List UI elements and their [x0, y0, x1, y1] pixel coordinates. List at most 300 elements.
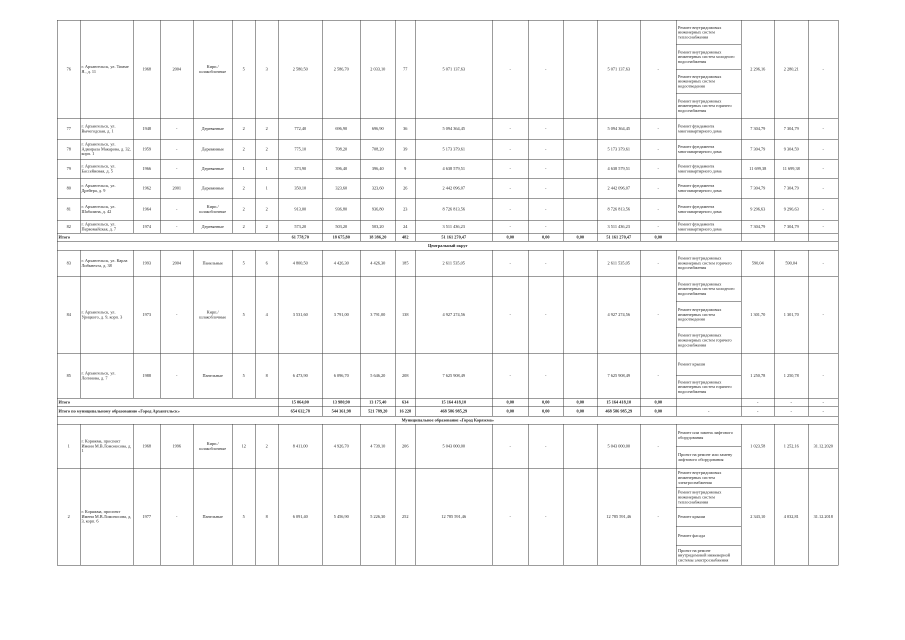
cell-year-repair: - [160, 468, 193, 565]
total-tail-cell: - [808, 398, 838, 406]
cell-walls: Кирп./ шлакоблочные [193, 20, 232, 118]
cell-works [676, 353, 741, 398]
cell-floors: 5 [232, 20, 255, 118]
cell-year-built: 1964 [133, 198, 160, 220]
cell-cost-region: - [528, 250, 563, 276]
cell-cost-fund: - [492, 220, 528, 233]
cell-cost-fund: - [492, 139, 528, 159]
cell-walls: Кирп./ шлакоблочные [193, 424, 232, 468]
work-list [677, 21, 742, 119]
cell-cost-local [563, 20, 597, 118]
cell-cost-local [563, 250, 597, 276]
cell-deadline: - [808, 198, 838, 220]
cell-unit-cost: 1 250,78 [741, 353, 774, 398]
cell-area-premises: 4 926,70 [322, 424, 360, 468]
total-value: 15 164 418,10 [597, 398, 640, 406]
cell-area-living: 5 646,20 [360, 353, 395, 398]
total-value: 13 175,40 [360, 398, 395, 406]
cell-cost-total: 5 173 379,61 [415, 139, 492, 159]
cell-area-premises: 2 586,70 [322, 20, 360, 118]
cell-unit-cost: 7 304,79 [741, 178, 774, 198]
cell-residents: 138 [395, 276, 415, 353]
cell-cost-fund: - [492, 20, 528, 118]
cell-area-living: 3 791,00 [360, 276, 395, 353]
cell-cost-total: 3 511 436,23 [415, 220, 492, 233]
cell-residents: 185 [395, 250, 415, 276]
work-item: Ремонт внутридомовых инженерных систем теплоснабжения [678, 24, 722, 40]
work-item: Ремонт внутридомовых инженерных систем горячего водоснабжения [677, 327, 742, 353]
cell-area-total: 8 411,00 [278, 424, 322, 468]
table-row [57, 198, 838, 220]
cell-cost-total: 5 071 137,63 [415, 20, 492, 118]
work-list [677, 179, 742, 199]
total-tail-cell: - [774, 398, 808, 406]
work-list [677, 425, 742, 469]
cell-cost-total: 2 611 535,05 [415, 250, 492, 276]
cell-cost-owners: 8 726 813,56 [597, 198, 640, 220]
cell-address: г. Архангельск, ул. Вычегодская, д. 1 [80, 118, 133, 139]
cell-area-total: 573,20 [278, 220, 322, 233]
cell-walls: Панельные [193, 353, 232, 398]
cell-entrances: 2 [255, 220, 278, 233]
cell-cost-local [563, 276, 597, 353]
total-value: 0,00 [640, 398, 676, 406]
table-row [57, 20, 838, 118]
cell-floors: 2 [232, 118, 255, 139]
cell-cost-owners: 4 638 579,51 [597, 159, 640, 178]
cell-entrances: 2 [255, 424, 278, 468]
cell-cost-owners: 3 511 436,23 [597, 220, 640, 233]
cell-cost-fund: - [492, 198, 528, 220]
cell-address: г. Архангельск, ул. Адмирала Макарова, д. 32, корп. 1 [80, 139, 133, 159]
work-list [677, 221, 742, 234]
cell-cost-other: - [640, 20, 676, 118]
cell-cost-other: - [640, 468, 676, 565]
cell-cost-other: - [640, 198, 676, 220]
cell-unit-cost: 1 301,70 [741, 276, 774, 353]
cell-year-repair: - [160, 159, 193, 178]
cell-area-living: 396,40 [360, 159, 395, 178]
total-value: 482 [395, 233, 415, 241]
cell-walls: Деревянные [193, 159, 232, 178]
total-value: 15 164 418,10 [415, 398, 492, 406]
cell-area-premises: 396,40 [322, 159, 360, 178]
cell-cost-owners: 12 785 591,46 [597, 468, 640, 565]
table-row [57, 353, 838, 398]
work-item: Ремонт фундамента многоквартирного дома [678, 182, 722, 193]
cell-area-total: 772,40 [278, 118, 322, 139]
cell-area-total: 350,10 [278, 178, 322, 198]
cell-area-living: 696,90 [360, 118, 395, 139]
cell-max-cost: 7 304,79 [774, 178, 808, 198]
cell-year-built: 1974 [133, 220, 160, 233]
work-list [677, 469, 742, 566]
cell-area-premises: 5 456,90 [322, 468, 360, 565]
total-value: 18 386,20 [360, 233, 395, 241]
total-tail-cell: - [741, 406, 774, 416]
cell-deadline: - [808, 250, 838, 276]
cell-cost-region: - [528, 353, 563, 398]
cell-no: 82 [57, 220, 80, 233]
table-wrapper [57, 20, 839, 566]
work-item: Ремонт внутридомовых инженерных систем горячего водоснабжения [677, 94, 742, 119]
total-value: 521 789,20 [360, 406, 395, 416]
cell-area-premises: 3 791,00 [322, 276, 360, 353]
cell-year-repair: 1996 [160, 424, 193, 468]
cell-cost-region: - [528, 118, 563, 139]
cell-works [676, 220, 741, 233]
cell-cost-fund: - [492, 250, 528, 276]
cell-floors: 2 [232, 198, 255, 220]
cell-no: 1 [57, 424, 80, 468]
cell-cost-owners: 2 442 096,07 [597, 178, 640, 198]
cell-residents: 24 [395, 220, 415, 233]
cell-area-total: 373,90 [278, 159, 322, 178]
cell-cost-region: - [528, 220, 563, 233]
total-row [57, 406, 838, 416]
work-item: Ремонт внутридомовых инженерных систем водоотведения [677, 69, 742, 94]
cell-area-living: 708,20 [360, 139, 395, 159]
cell-cost-other: - [640, 178, 676, 198]
cell-works [676, 118, 741, 139]
table-row [57, 139, 838, 159]
cell-walls: Кирп./ шлакоблочные [193, 198, 232, 220]
cell-year-repair: - [160, 198, 193, 220]
cell-residents: 206 [395, 424, 415, 468]
cell-residents: 39 [395, 139, 415, 159]
cell-unit-cost: 1 023,58 [741, 424, 774, 468]
cell-area-living: 503,20 [360, 220, 395, 233]
cell-cost-other: - [640, 353, 676, 398]
table-row [57, 178, 838, 198]
cell-area-total: 2 580,50 [278, 20, 322, 118]
cell-year-repair: - [160, 276, 193, 353]
total-tail-cell [676, 398, 741, 406]
cell-entrances: 8 [255, 353, 278, 398]
total-tail-cell: - [808, 406, 838, 416]
cell-works [676, 468, 741, 565]
work-item: Ремонт внутридомовых инженерных систем теплоснабжения [677, 487, 742, 506]
total-label: Итого по муниципальному образованию «Город Архангельск» [57, 406, 278, 416]
cell-area-premises: 4 426,30 [322, 250, 360, 276]
cell-walls: Деревянные [193, 220, 232, 233]
cell-entrances: 1 [255, 159, 278, 178]
cell-cost-region: - [528, 20, 563, 118]
cell-unit-cost: 590,04 [741, 250, 774, 276]
total-value: 0,00 [528, 406, 563, 416]
cell-max-cost: 9 304,59 [774, 139, 808, 159]
cell-works [676, 424, 741, 468]
cell-no: 2 [57, 468, 80, 565]
cell-residents: 26 [395, 178, 415, 198]
cell-year-repair: 2001 [160, 178, 193, 198]
cell-no: 79 [57, 159, 80, 178]
cell-cost-local [563, 139, 597, 159]
cell-year-built: 1966 [133, 159, 160, 178]
cell-address: г. Архангельск, ул. Дрейера, д. 9 [80, 178, 133, 198]
total-value: 0,00 [563, 233, 597, 241]
work-list [677, 354, 742, 399]
cell-cost-local [563, 118, 597, 139]
total-value: 0,00 [640, 233, 676, 241]
cell-deadline: - [808, 353, 838, 398]
cell-deadline: 31.12.2020 [808, 424, 838, 468]
cell-entrances: 6 [255, 250, 278, 276]
work-item: Проект на ремонт внутридомовой инженерной системы электроснабжения [677, 546, 742, 565]
cell-cost-local [563, 159, 597, 178]
cell-cost-local [563, 178, 597, 198]
cell-unit-cost: 7 304,79 [741, 118, 774, 139]
total-value: 18 675,80 [322, 233, 360, 241]
cell-works [676, 178, 741, 198]
cell-year-built: 1948 [133, 118, 160, 139]
cell-entrances: 2 [255, 139, 278, 159]
total-value: 468 586 985,29 [597, 406, 640, 416]
cell-residents: 23 [395, 198, 415, 220]
cell-entrances: 1 [255, 178, 278, 198]
total-value: 61 778,70 [278, 233, 322, 241]
total-tail-cell [774, 233, 808, 241]
cell-year-repair: 2004 [160, 250, 193, 276]
work-item: Ремонт внутридомовых инженерных систем горячего водоснабжения [677, 376, 742, 399]
cell-walls: Деревянные [193, 118, 232, 139]
table-row [57, 468, 838, 565]
total-value: 0,00 [528, 233, 563, 241]
total-tail-cell: - [774, 406, 808, 416]
cell-works [676, 276, 741, 353]
cell-max-cost: 9 296,63 [774, 198, 808, 220]
cell-cost-other: - [640, 118, 676, 139]
total-value: 468 586 985,29 [415, 406, 492, 416]
section-title: Центральный округ [57, 241, 838, 250]
total-tail-cell: - [741, 398, 774, 406]
cell-year-repair: - [160, 118, 193, 139]
cell-max-cost: 1 252,16 [774, 424, 808, 468]
work-list [677, 140, 742, 160]
cell-floors: 2 [232, 178, 255, 198]
cell-deadline: - [808, 20, 838, 118]
table-clip [57, 20, 839, 580]
total-value: 0,00 [563, 406, 597, 416]
cell-cost-local [563, 468, 597, 565]
cell-cost-fund: - [492, 276, 528, 353]
cell-year-built: 1977 [133, 468, 160, 565]
work-item: Ремонт фундамента многоквартирного дома [678, 203, 722, 214]
cell-no: 76 [57, 20, 80, 118]
total-row [57, 233, 838, 241]
cell-walls: Панельные [193, 250, 232, 276]
cell-cost-owners: 2 611 535,05 [597, 250, 640, 276]
cell-works [676, 250, 741, 276]
cell-area-total: 4 800,50 [278, 250, 322, 276]
work-list [677, 277, 742, 354]
cell-entrances: 2 [255, 118, 278, 139]
cell-works [676, 198, 741, 220]
total-value: 544 361,98 [322, 406, 360, 416]
cell-year-built: 1973 [133, 276, 160, 353]
cell-entrances: 3 [255, 20, 278, 118]
cell-residents: 9 [395, 159, 415, 178]
cell-deadline: - [808, 159, 838, 178]
total-value: 634 [395, 398, 415, 406]
total-value: 654 632,78 [278, 406, 322, 416]
cell-cost-total: 12 785 591,46 [415, 468, 492, 565]
total-value: 15 064,00 [278, 398, 322, 406]
cell-cost-region: - [528, 468, 563, 565]
total-value: 0,00 [563, 398, 597, 406]
section-row [57, 241, 838, 250]
cell-max-cost: 590,04 [774, 250, 808, 276]
cell-works [676, 139, 741, 159]
work-item: Ремонт фундамента многоквартирного дома [678, 221, 722, 232]
cell-cost-other: - [640, 159, 676, 178]
total-value: 0,00 [492, 398, 528, 406]
cell-floors: 5 [232, 276, 255, 353]
table-row [57, 276, 838, 353]
cell-no: 77 [57, 118, 80, 139]
cell-address: г. Коряжма, проспект Имени М.В.Ломоносова, д. 1 [80, 424, 133, 468]
cell-residents: 36 [395, 118, 415, 139]
cell-walls: Деревянные [193, 139, 232, 159]
cell-no: 78 [57, 139, 80, 159]
cell-max-cost: 7 304,79 [774, 220, 808, 233]
cell-residents: 208 [395, 353, 415, 398]
cell-cost-owners: 5 173 379,61 [597, 139, 640, 159]
cell-cost-total: 7 625 908,49 [415, 353, 492, 398]
cell-deadline: - [808, 276, 838, 353]
cell-area-total: 913,00 [278, 198, 322, 220]
total-value: 0,00 [528, 398, 563, 406]
cell-max-cost: 7 304,79 [774, 118, 808, 139]
cell-entrances: 8 [255, 468, 278, 565]
cell-deadline: 31.12.2018 [808, 468, 838, 565]
total-value: 0,00 [640, 406, 676, 416]
cell-residents: 77 [395, 20, 415, 118]
cell-area-premises: 323,60 [322, 178, 360, 198]
cell-address: г. Архангельск, ул. Шабалина, д. 42 [80, 198, 133, 220]
total-tail-cell: - [676, 406, 741, 416]
cell-area-premises: 6 096,70 [322, 353, 360, 398]
cell-max-cost: 11 699,38 [774, 159, 808, 178]
cell-cost-other: - [640, 276, 676, 353]
cell-area-living: 936,80 [360, 198, 395, 220]
cell-no: 81 [57, 198, 80, 220]
cell-floors: 5 [232, 468, 255, 565]
total-value: 51 161 270,47 [415, 233, 492, 241]
work-item: Ремонт внутридомовых инженерных систем холодного водоснабжения [678, 281, 735, 296]
cell-address: г. Архангельск, ул. Бассейновая, д. 5 [80, 159, 133, 178]
cell-cost-region: - [528, 198, 563, 220]
cell-cost-owners: 5 071 137,63 [597, 20, 640, 118]
total-value: 0,00 [492, 233, 528, 241]
section-row [57, 416, 838, 424]
cell-works [676, 159, 741, 178]
cell-cost-total: 2 442 096,07 [415, 178, 492, 198]
work-item: Ремонт внутридомовых инженерных систем горячего водоснабжения [678, 255, 732, 271]
cell-area-living: 4 426,30 [360, 250, 395, 276]
cell-address: г. Архангельск, ул. Урицкого, д. 9, корп. 3 [80, 276, 133, 353]
cell-year-built: 1993 [133, 250, 160, 276]
cell-max-cost: 1 250,78 [774, 353, 808, 398]
cell-area-living: 323,60 [360, 178, 395, 198]
cell-works [676, 20, 741, 118]
cell-unit-cost: 2 296,16 [741, 20, 774, 118]
cell-no: 85 [57, 353, 80, 398]
cell-cost-region: - [528, 178, 563, 198]
cell-area-total: 6 473,90 [278, 353, 322, 398]
cell-cost-local [563, 198, 597, 220]
cell-area-premises: 708,20 [322, 139, 360, 159]
cell-max-cost: 2 280,21 [774, 20, 808, 118]
cell-cost-owners: 7 625 908,49 [597, 353, 640, 398]
cell-address: г. Коряжма, проспект Имени М.В.Ломоносова, д. 3, корп. 6 [80, 468, 133, 565]
table-row [57, 118, 838, 139]
total-value: 51 161 270,47 [597, 233, 640, 241]
cell-area-total: 3 531,60 [278, 276, 322, 353]
cell-cost-total: 4 927 274,56 [415, 276, 492, 353]
cell-area-total: 775,10 [278, 139, 322, 159]
table-body [57, 20, 838, 565]
cell-area-premises: 503,20 [322, 220, 360, 233]
total-tail-cell [676, 233, 741, 241]
cell-year-repair: - [160, 139, 193, 159]
cell-no: 83 [57, 250, 80, 276]
cell-cost-fund: - [492, 178, 528, 198]
cell-no: 80 [57, 178, 80, 198]
work-item: Ремонт фундамента многоквартирного дома [678, 163, 722, 174]
cell-address: г. Архангельск, ул. Логинова, д. 7 [80, 353, 133, 398]
cell-floors: 1 [232, 159, 255, 178]
cell-cost-fund: - [492, 424, 528, 468]
work-list [677, 199, 742, 221]
cell-cost-other: - [640, 139, 676, 159]
repair-program-table [57, 20, 839, 566]
work-item: Ремонт крыши [677, 507, 742, 526]
cell-entrances: 2 [255, 198, 278, 220]
work-item: Ремонт внутридомовых инженерных систем водоотведения [677, 302, 742, 328]
cell-cost-other: - [640, 220, 676, 233]
cell-area-premises: 936,80 [322, 198, 360, 220]
cell-area-living: 4 739,10 [360, 424, 395, 468]
cell-year-built: 1968 [133, 20, 160, 118]
cell-residents: 252 [395, 468, 415, 565]
cell-address: г. Архангельск, ул. Первомайская, д. 7 [80, 220, 133, 233]
work-item: Ремонт фасада [677, 526, 742, 545]
total-value: 16 228 [395, 406, 415, 416]
work-item: Ремонт фундамента многоквартирного дома [678, 123, 722, 134]
cell-unit-cost: 2 343,10 [741, 468, 774, 565]
cell-floors: 2 [232, 139, 255, 159]
work-list [677, 251, 742, 277]
section-title: Муниципальное образование «Город Коряжма» [57, 416, 838, 424]
cell-cost-owners: 4 927 274,56 [597, 276, 640, 353]
cell-max-cost: 1 301,70 [774, 276, 808, 353]
cell-cost-total: 4 638 579,51 [415, 159, 492, 178]
work-list [677, 119, 742, 140]
cell-cost-total: 5 043 000,00 [415, 424, 492, 468]
cell-cost-local [563, 353, 597, 398]
cell-area-total: 6 091,40 [278, 468, 322, 565]
work-item: Ремонт крыши [678, 361, 706, 367]
cell-floors: 5 [232, 250, 255, 276]
cell-deadline: - [808, 118, 838, 139]
cell-entrances: 4 [255, 276, 278, 353]
cell-unit-cost: 9 296,63 [741, 198, 774, 220]
table-row [57, 424, 838, 468]
total-label: Итого [57, 233, 278, 241]
cell-cost-other: - [640, 424, 676, 468]
cell-cost-region: - [528, 424, 563, 468]
